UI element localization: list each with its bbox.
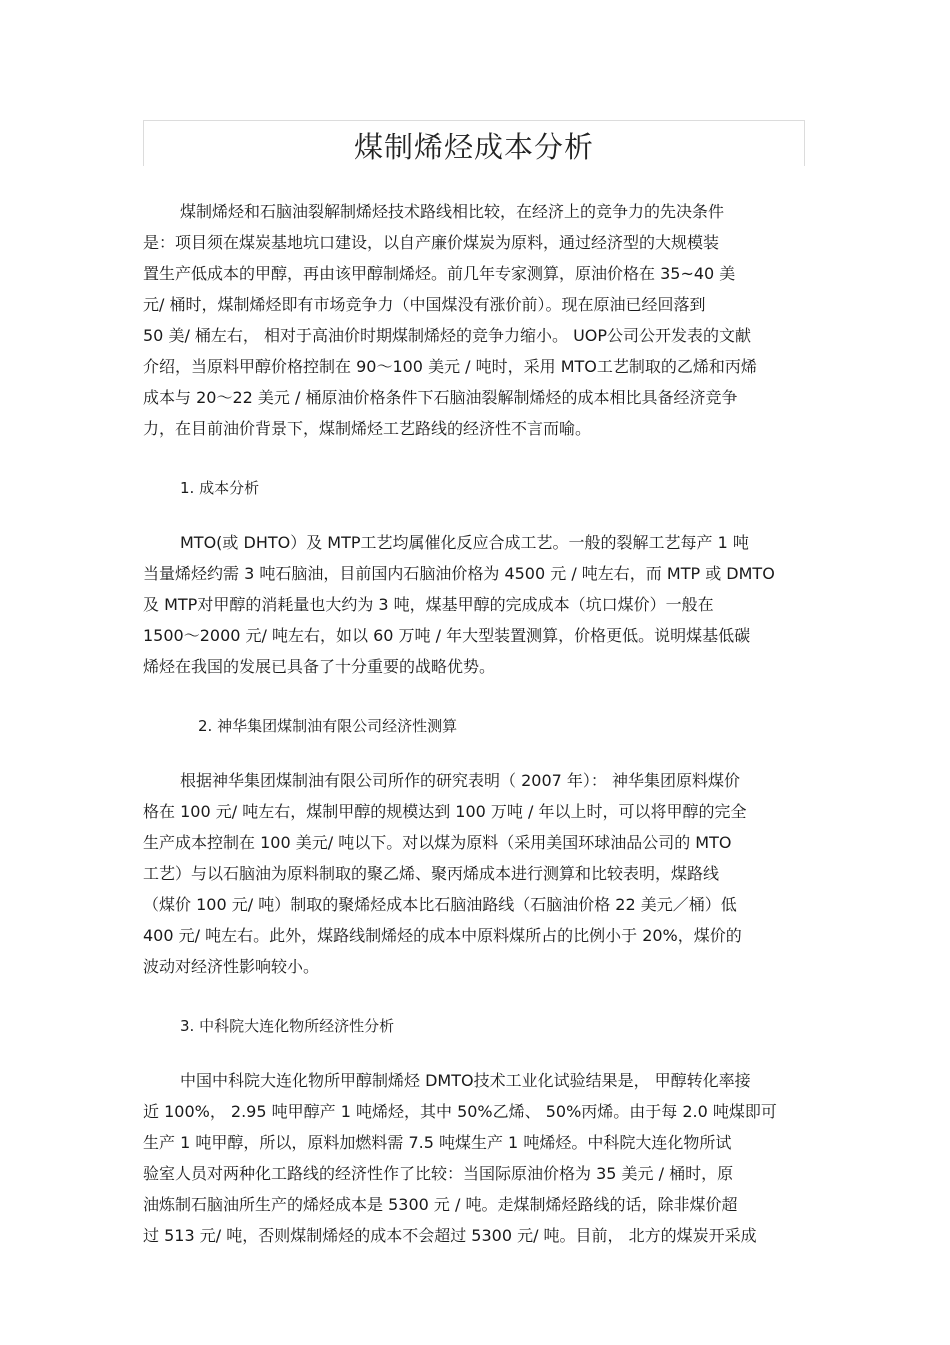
- paragraph-line: 置生产低成本的甲醇，再由该甲醇制烯烃。前几年专家测算，原油价格在 35~40 美: [143, 264, 736, 283]
- section-heading-dicp: 3. 中科院大连化物所经济性分析: [180, 1017, 395, 1035]
- paragraph-line: 根据神华集团煤制油有限公司所作的研究表明（ 2007 年）： 神华集团原料煤价: [180, 771, 740, 790]
- paragraph-line: 中国中科院大连化物所甲醇制烯烃 DMTO技术工业化试验结果是， 甲醇转化率接: [180, 1071, 751, 1090]
- paragraph-line: MTO(或 DHTO）及 MTP工艺均属催化反应合成工艺。一般的裂解工艺每产 1 吨: [180, 533, 749, 552]
- intro-paragraph: [143, 196, 805, 444]
- document-body: [143, 196, 805, 1251]
- document-title: 煤制烯烃成本分析: [353, 130, 594, 164]
- paragraph-line: 油炼制石脑油所生产的烯烃成本是 5300 元 / 吨。走煤制烯烃路线的话，除非煤价超: [143, 1195, 738, 1214]
- dicp-paragraph: [143, 1065, 805, 1251]
- paragraph-line: 工艺）与以石脑油为原料制取的聚乙烯、聚丙烯成本进行测算和比较表明，煤路线: [143, 864, 720, 883]
- paragraph-line: 400 元/ 吨左右。此外，煤路线制烯烃的成本中原料煤所占的比例小于 20%，煤价的: [143, 926, 742, 945]
- cost-analysis-paragraph: [143, 527, 805, 682]
- paragraph-line: 力，在目前油价背景下，煤制烯烃工艺路线的经济性不言而喻。: [143, 419, 592, 438]
- paragraph-line: 1500～2000 元/ 吨左右，如以 60 万吨 / 年大型装置测算，价格更低。说明煤基低碳: [143, 626, 751, 645]
- paragraph-line: 烯烃在我国的发展已具备了十分重要的战略优势。: [143, 657, 496, 676]
- paragraph-line: 及 MTP对甲醇的消耗量也大约为 3 吨，煤基甲醇的完成成本（坑口煤价）一般在: [143, 595, 714, 614]
- paragraph-line: 成本与 20～22 美元 / 桶原油价格条件下石脑油裂解制烯烃的成本相比具备经济竞争: [143, 388, 738, 407]
- paragraph-line: 元/ 桶时，煤制烯烃即有市场竞争力（中国煤没有涨价前）。现在原油已经回落到: [143, 295, 706, 314]
- paragraph-line: 验室人员对两种化工路线的经济性作了比较：当国际原油价格为 35 美元 / 桶时，原: [143, 1164, 734, 1183]
- paragraph-line: 过 513 元/ 吨，否则煤制烯烃的成本不会超过 5300 元/ 吨。目前， 北方的煤炭开采成: [143, 1226, 757, 1245]
- paragraph-line: 当量烯烃约需 3 吨石脑油，目前国内石脑油价格为 4500 元 / 吨左右，而 MTP 或 DMTO: [143, 564, 775, 583]
- title-frame: [143, 120, 805, 166]
- paragraph-line: 是：项目须在煤炭基地坑口建设，以自产廉价煤炭为原料，通过经济型的大规模装: [143, 233, 720, 252]
- paragraph-line: 煤制烯烃和石脑油裂解制烯烃技术路线相比较，在经济上的竞争力的先决条件: [180, 202, 725, 221]
- shenhua-paragraph: [143, 765, 805, 982]
- paragraph-line: 波动对经济性影响较小。: [143, 957, 320, 976]
- section-heading-cost-analysis: 1. 成本分析: [180, 479, 260, 497]
- paragraph-line: 50 美/ 桶左右， 相对于高油价时期煤制烯烃的竞争力缩小。 UOP公司公开发表的文献: [143, 326, 752, 345]
- section-heading-shenhua: 2. 神华集团煤制油有限公司经济性测算: [198, 717, 458, 735]
- paragraph-line: 格在 100 元/ 吨左右，煤制甲醇的规模达到 100 万吨 / 年以上时，可以将甲醇的完全: [143, 802, 747, 821]
- paragraph-line: 生产成本控制在 100 美元/ 吨以下。对以煤为原料（采用美国环球油品公司的 MTO: [143, 833, 732, 852]
- paragraph-line: 生产 1 吨甲醇，所以，原料加燃料需 7.5 吨煤生产 1 吨烯烃。中科院大连化物所试: [143, 1133, 732, 1152]
- paragraph-line: （煤价 100 元/ 吨）制取的聚烯烃成本比石脑油路线（石脑油价格 22 美元／桶）低: [143, 895, 737, 914]
- paragraph-line: 介绍，当原料甲醇价格控制在 90～100 美元 / 吨时，采用 MTO工艺制取的乙烯和丙烯: [143, 357, 757, 376]
- paragraph-line: 近 100%， 2.95 吨甲醇产 1 吨烯烃，其中 50%乙烯、 50%丙烯。由于每 2.0 吨煤即可: [143, 1102, 777, 1121]
